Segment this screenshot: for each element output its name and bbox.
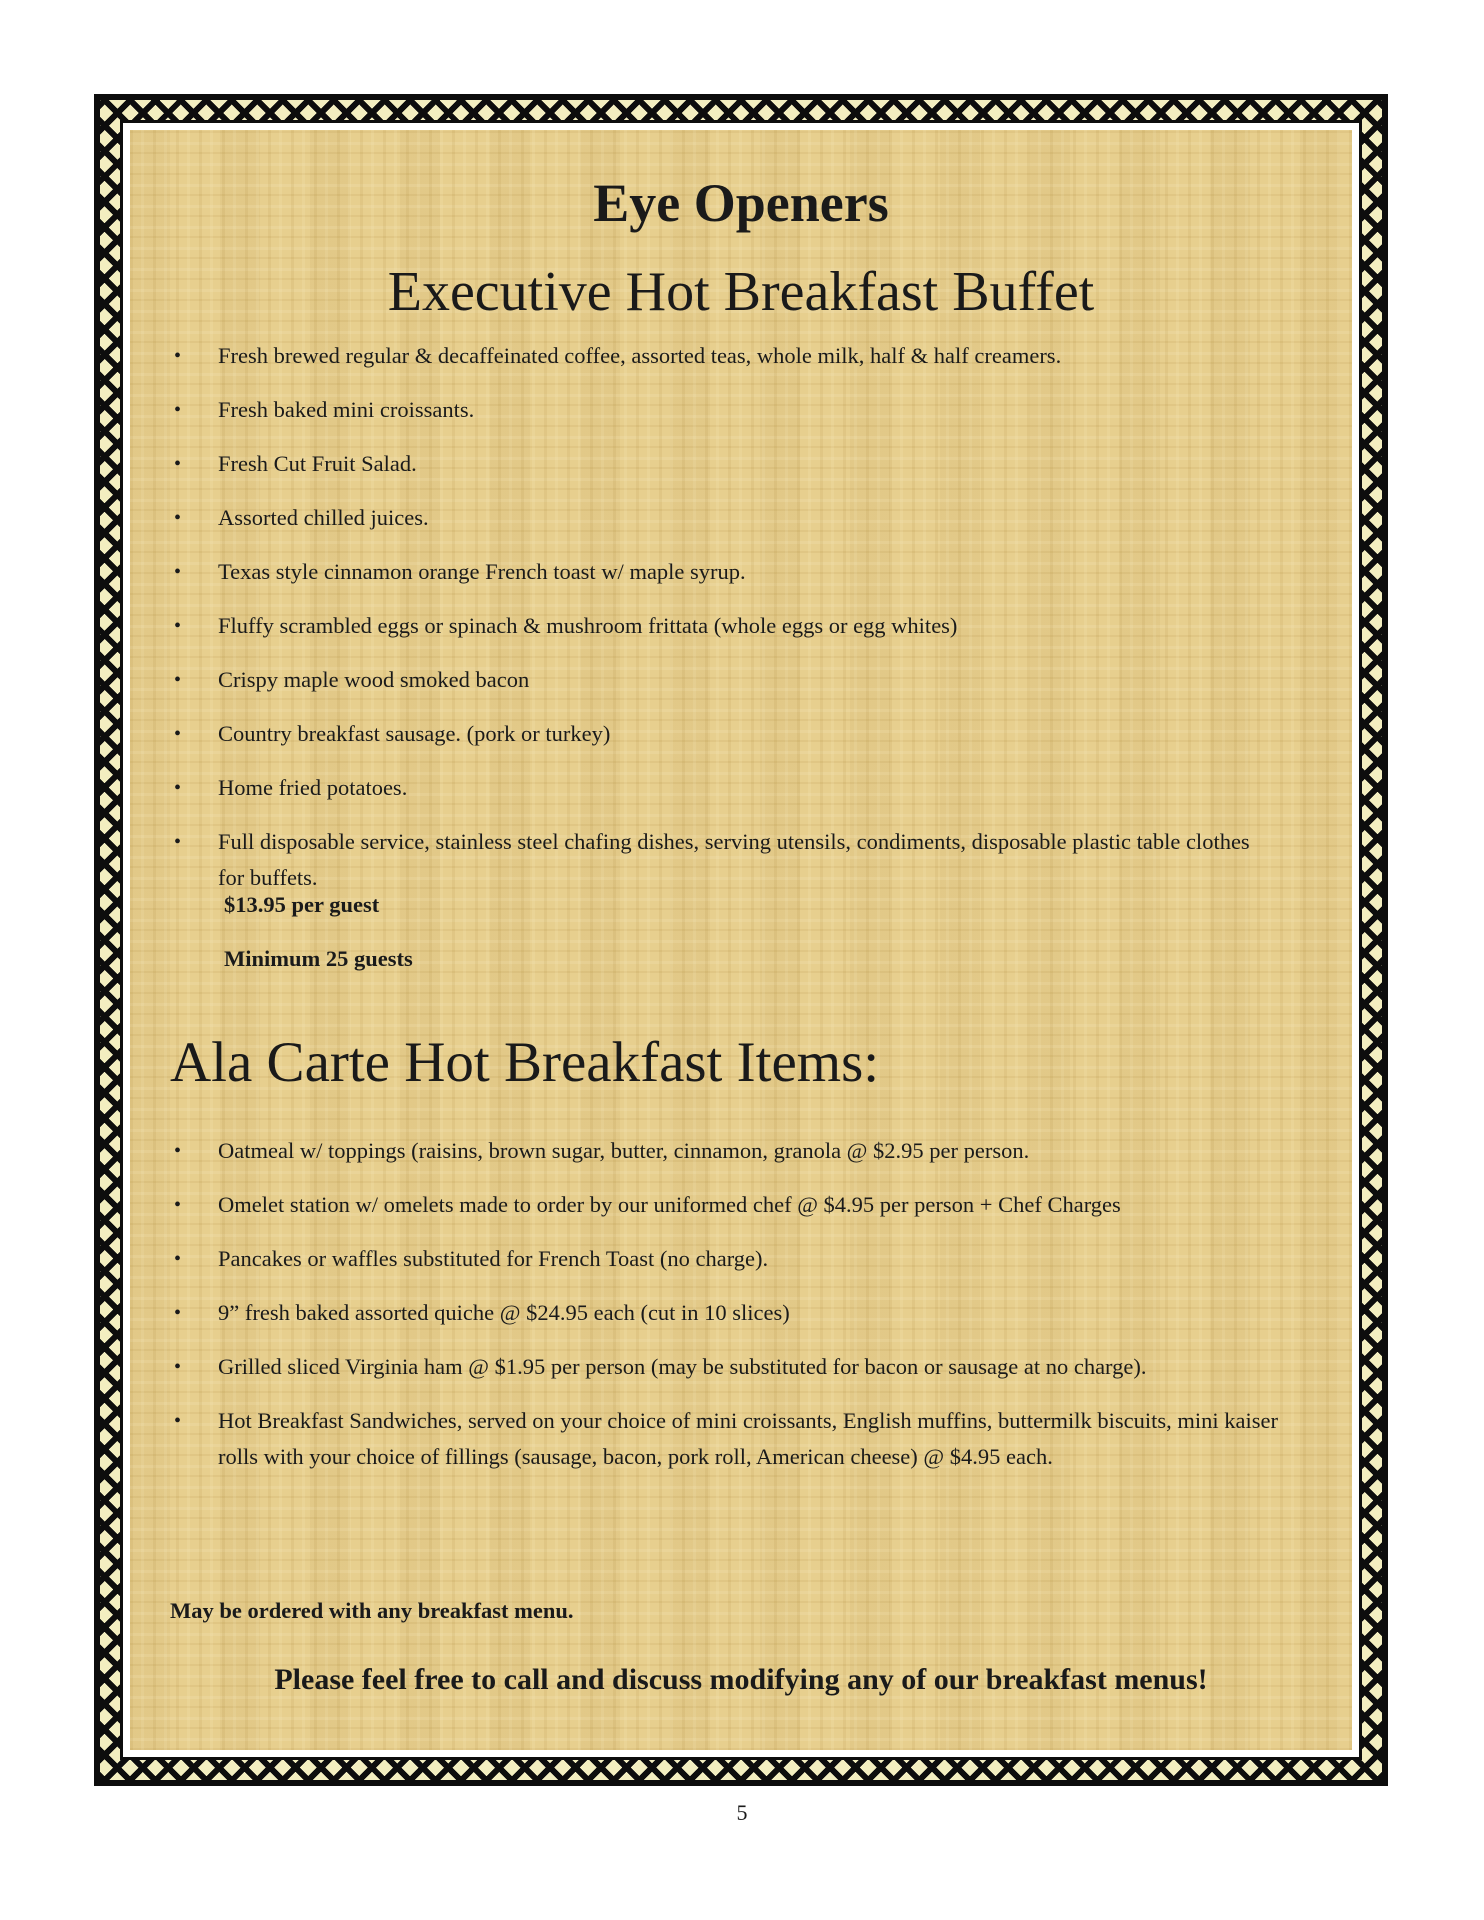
bullet-icon: •: [174, 561, 182, 583]
decorative-border: [94, 94, 1388, 1786]
bullet-icon: •: [174, 777, 182, 799]
list-item: • Fresh brewed regular & decaffeinated coffee, assorted teas, whole milk, half & half creamers.: [170, 338, 1280, 374]
list-item: • 9” fresh baked assorted quiche @ $24.95 each (cut in 10 slices): [170, 1295, 1280, 1331]
bullet-icon: •: [174, 1410, 182, 1432]
bullet-icon: •: [174, 723, 182, 745]
list-item: • Pancakes or waffles substituted for French Toast (no charge).: [170, 1241, 1280, 1277]
list-item: • Grilled sliced Virginia ham @ $1.95 per person (may be substituted for bacon or sausage at no charge).: [170, 1349, 1280, 1385]
list-item: • Fresh Cut Fruit Salad.: [170, 446, 1280, 482]
list-item: • Omelet station w/ omelets made to order by our uniformed chef @ $4.95 per person + Chef Charges: [170, 1187, 1280, 1223]
bullet-icon: •: [174, 1356, 182, 1378]
bullet-icon: •: [174, 507, 182, 529]
parchment-panel: [130, 130, 1352, 1750]
list-item: • Oatmeal w/ toppings (raisins, brown sugar, butter, cinnamon, granola @ $2.95 per person.: [170, 1133, 1280, 1169]
ala-carte-title: Ala Carte Hot Breakfast Items:: [170, 1031, 880, 1094]
closing-message: Please feel free to call and discuss modifying any of our breakfast menus!: [274, 1663, 1208, 1696]
list-item: • Home fried potatoes.: [170, 770, 1280, 806]
bullet-icon: •: [174, 831, 182, 853]
bullet-icon: •: [174, 1194, 182, 1216]
bullet-icon: •: [174, 1302, 182, 1324]
list-item: • Country breakfast sausage. (pork or turkey): [170, 716, 1280, 752]
bullet-icon: •: [174, 1140, 182, 1162]
list-item: • Assorted chilled juices.: [170, 500, 1280, 536]
page-title: Eye Openers: [593, 173, 889, 233]
bullet-icon: •: [174, 669, 182, 691]
bullet-icon: •: [174, 453, 182, 475]
bullet-icon: •: [174, 345, 182, 367]
bullet-icon: •: [174, 1248, 182, 1270]
list-item: • Fresh baked mini croissants.: [170, 392, 1280, 428]
list-item: • Texas style cinnamon orange French toast w/ maple syrup.: [170, 554, 1280, 590]
buffet-item-list: [170, 338, 1280, 914]
list-item: • Crispy maple wood smoked bacon: [170, 662, 1280, 698]
buffet-title: Executive Hot Breakfast Buffet: [387, 261, 1095, 323]
price-per-guest: $13.95 per guest: [224, 892, 380, 917]
bullet-icon: •: [174, 399, 182, 421]
minimum-guests: Minimum 25 guests: [224, 946, 413, 971]
ala-carte-item-list: [170, 1133, 1280, 1493]
list-item: • Full disposable service, stainless steel chafing dishes, serving utensils, condiments, disposable plastic table clothes for buffets.: [170, 824, 1280, 896]
list-item: • Fluffy scrambled eggs or spinach & mushroom frittata (whole eggs or egg whites): [170, 608, 1280, 644]
inner-frame: [120, 120, 1362, 1760]
bullet-icon: •: [174, 615, 182, 637]
page-number: 5: [736, 1800, 748, 1825]
list-item: • Hot Breakfast Sandwiches, served on your choice of mini croissants, English muffins, buttermilk biscuits, mini kaiser rolls with your choice of fillings (sausage, bacon, pork roll, American cheese) @ $4.95 each.: [170, 1403, 1280, 1475]
order-note: May be ordered with any breakfast menu.: [170, 1598, 574, 1623]
